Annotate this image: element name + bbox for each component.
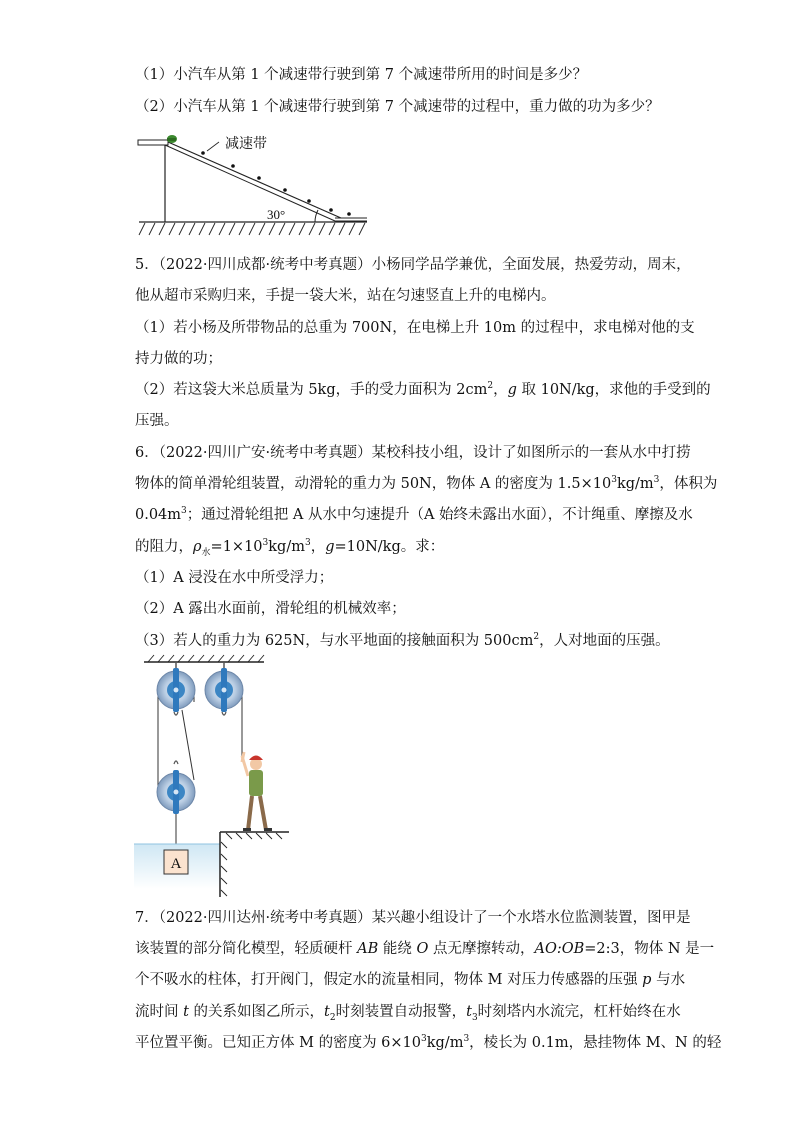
speed-bump bbox=[231, 164, 235, 168]
q6-sub1: （1）A 浸没在水中所受浮力； bbox=[135, 570, 334, 586]
pulley-figure bbox=[134, 652, 294, 902]
q7-stem-line5: 平位置平衡。已知正方体 M 的密度为 $6\times 10^3kg/m^3$，棱长为 0.1m，悬挂物体 M、N 的轻 bbox=[135, 1034, 722, 1051]
q7-stem-line3: 个不吸水的柱体，打开阀门，假定水的流量相同，物体 M 对压力传感器的压强 p 与水 bbox=[135, 972, 686, 988]
slope-figure bbox=[135, 130, 375, 240]
label-leader bbox=[207, 142, 219, 151]
movable-pulley-icon bbox=[157, 761, 195, 814]
q6-stem-line1: 6．（2022·四川广安·统考中考真题）某校科技小组，设计了如图所示的一套从水中打捞 bbox=[135, 445, 691, 461]
q5-stem-line1: 5．（2022·四川成都·统考中考真题）小杨同学品学兼优，全面发展，热爱劳动，周末， bbox=[135, 257, 691, 273]
object-A-label: A bbox=[170, 856, 182, 872]
q5-stem-line2: 他从超市采购归来，手提一袋大米，站在匀速竖直上升的电梯内。 bbox=[135, 288, 556, 304]
q6-sub3: （3）若人的重力为 625N，与水平地面的接触面积为 $500cm^2$，人对地面的压强。 bbox=[135, 632, 670, 649]
person-icon bbox=[242, 752, 272, 831]
bumps-label: 减速带 bbox=[225, 136, 267, 152]
q7-stem-line4: 流时间 t 的关系如图乙所示，$t_2$时刻装置自动报警，$t_3$时刻塔内水流完，杠杆始终在水 bbox=[135, 1004, 681, 1023]
speed-bump bbox=[307, 199, 311, 203]
q5-sub2-line1: （2）若这袋大米总质量为 5kg，手的受力面积为 $2cm^2$，g 取 10N/kg，求他的手受到的 bbox=[135, 381, 711, 398]
ground-hatch bbox=[139, 223, 365, 235]
speed-bump bbox=[257, 176, 261, 180]
speed-bump bbox=[347, 212, 351, 216]
ceiling-hatch bbox=[148, 655, 264, 662]
incline-bottom bbox=[165, 145, 335, 221]
fixed-pulley-left-icon bbox=[157, 668, 195, 715]
angle-label: 30° bbox=[267, 207, 286, 222]
incline-top bbox=[168, 142, 341, 218]
q6-stem-line2: 物体的简单滑轮组装置，动滑轮的重力为 50N，物体 A 的密度为 $1.5\times 10^3kg/m^3$，体积为 bbox=[135, 475, 718, 492]
q6-stem-line4: 的阻力，$\rho_水=1\times 10^3kg/m^3$，g=10N/kg。求： bbox=[135, 538, 445, 558]
q7-stem-line2: 该装置的部分简化模型，轻质硬杆 AB 能绕 O 点无摩擦转动，AO:OB=2:3，物体 N 是一 bbox=[135, 941, 715, 957]
q5-sub2-line2: 压强。 bbox=[135, 413, 179, 429]
speed-bump bbox=[283, 188, 287, 192]
fixed-pulley-right-icon bbox=[205, 668, 243, 715]
q4-sub2: （2）小汽车从第 1 个减速带行驶到第 7 个减速带的过程中，重力做的功为多少？ bbox=[135, 99, 660, 115]
car-icon bbox=[167, 135, 177, 143]
q7-stem-line1: 7．（2022·四川达州·统考中考真题）某兴趣小组设计了一个水塔水位监测装置，图甲是 bbox=[135, 910, 691, 926]
bank-hatch bbox=[221, 833, 282, 896]
q4-sub1: （1）小汽车从第 1 个减速带行驶到第 7 个减速带所用的时间是多少？ bbox=[135, 67, 588, 83]
top-platform bbox=[138, 140, 168, 145]
q5-sub1-line1: （1）若小杨及所带物品的总重为 700N，在电梯上升 10m 的过程中，求电梯对他的支 bbox=[135, 320, 695, 336]
speed-bump bbox=[329, 208, 333, 212]
speed-bump bbox=[201, 151, 205, 155]
q6-sub2: （2）A 露出水面前，滑轮组的机械效率； bbox=[135, 601, 406, 617]
q6-stem-line3: $0.04m^3$；通过滑轮组把 A 从水中匀速提升（A 始终未露出水面），不计绳重、摩擦及水 bbox=[135, 506, 693, 523]
q5-sub1-line2: 持力做的功； bbox=[135, 351, 222, 367]
